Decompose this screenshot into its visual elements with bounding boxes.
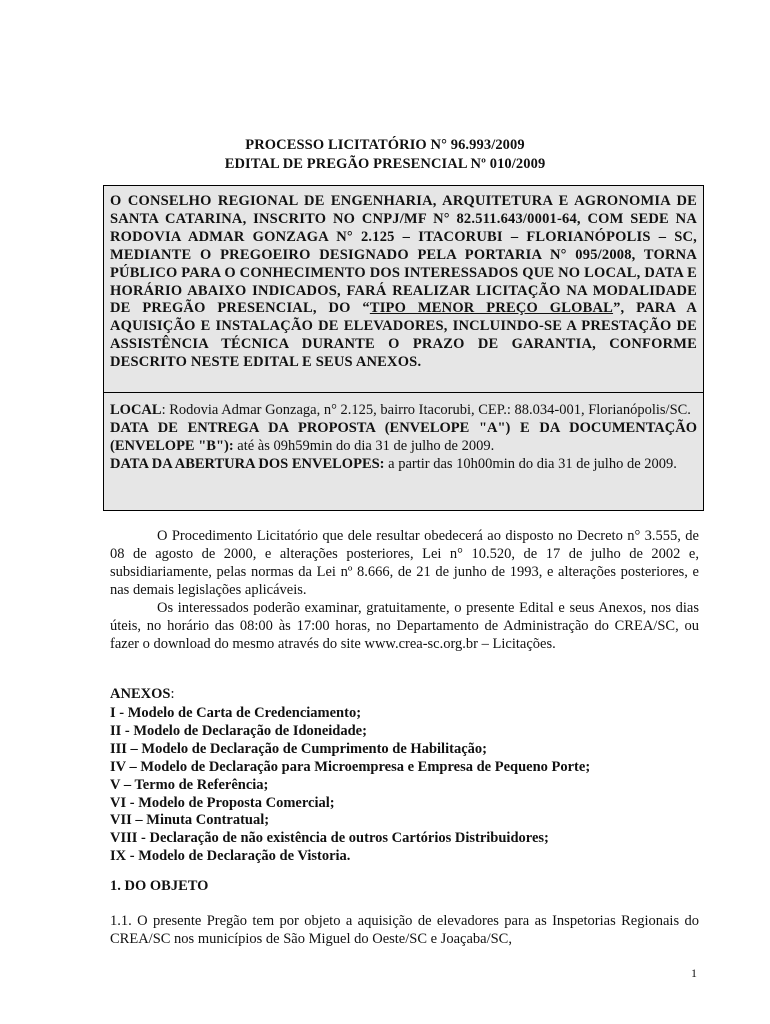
annex-item: IV – Modelo de Declaração para Microempresa e Empresa de Pequeno Porte;: [110, 758, 591, 775]
annex-item: III – Modelo de Declaração de Cumprimento de Habilitação;: [110, 740, 487, 757]
opening-date-label: DATA DA ABERTURA DOS ENVELOPES:: [110, 455, 385, 472]
object-paragraph: 1.1. O presente Pregão tem por objeto a aquisição de elevadores para as Inspetorias Regionais do CREA/SC nos municípios de São Miguel do Oeste/SC e Joaçaba/SC,: [110, 913, 699, 947]
local-label: LOCAL: [110, 402, 162, 418]
consultation-paragraph: Os interessados poderão examinar, gratuitamente, o presente Edital e seus Anexos, nos dias úteis, no horário das 08:00 às 17:00 horas, no Departamento de Administração do CREA/SC, ou fazer o download do mesmo através do site www.crea-sc.org.br – Licitações.: [110, 600, 699, 652]
section-heading: 1. DO OBJETO: [110, 878, 209, 894]
announcement-paragraph: [110, 193, 697, 372]
annex-item: V – Termo de Referência;: [110, 776, 269, 793]
page-number: 1: [691, 966, 697, 980]
edital-title: EDITAL DE PREGÃO PRESENCIAL Nº 010/2009: [224, 156, 546, 172]
announcement-text-end: ”, PARA A AQUISIÇÃO E INSTALAÇÃO DE ELEVADORES, INCLUINDO-SE A PRESTAÇÃO DE ASSISTÊNCIA TÉCNICA DURANTE O PRAZO DE GARANTIA, CONFORME DESCRITO NESTE EDITAL E SEUS ANEXOS.: [110, 300, 697, 371]
schedule-info: [110, 402, 697, 474]
annex-item: I - Modelo de Carta de Credenciamento;: [110, 705, 362, 721]
local-text: : Rodovia Admar Gonzaga, n° 2.125, bairro Itacorubi, CEP.: 88.034-001, Florianópolis/SC.: [161, 402, 691, 418]
legal-basis-paragraph: O Procedimento Licitatório que dele resultar obedecerá ao disposto no Decreto n° 3.555, de 08 de agosto de 2000, e alterações posteriores, Lei n° 10.520, de 17 de julho de 2002 e, subsidiariamente, pelas normas da Lei nº 8.666, de 21 de junho de 1993, e alterações posteriores, e nas demais legislações aplicáveis.: [110, 528, 699, 598]
price-type-underlined: TIPO MENOR PREÇO GLOBAL: [369, 300, 614, 317]
annex-item: II - Modelo de Declaração de Idoneidade;: [110, 722, 367, 739]
process-title: PROCESSO LICITATÓRIO N° 96.993/2009: [245, 137, 525, 153]
delivery-date-text: até às 09h59min do dia 31 de julho de 2009.: [233, 437, 495, 454]
annexes-heading: [110, 686, 174, 703]
annexes-list: [110, 705, 590, 866]
delivery-date-label: DATA DE ENTREGA DA PROPOSTA (ENVELOPE "A") E DA DOCUMENTAÇÃO (ENVELOPE "B"):: [110, 419, 697, 454]
annex-item: VI - Modelo de Proposta Comercial;: [110, 794, 335, 811]
annex-item: VIII - Declaração de não existência de outros Cartórios Distribuidores;: [110, 830, 549, 847]
announcement-text-start: O CONSELHO REGIONAL DE ENGENHARIA, ARQUITETURA E AGRONOMIA DE SANTA CATARINA, INSCRITO NO CNPJ/MF N° 82.511.643/0001-64, COM SEDE NA RODOVIA ADMAR GONZAGA N° 2.125 – ITACORUBI – FLORIANÓPOLIS – SC, MEDIANTE O PREGOEIRO DESIGNADO PELA PORTARIA N° 095/2008, TORNA PÚBLICO PARA O CONHECIMENTO DOS INTERESSADOS QUE NO LOCAL, DATA E HORÁRIO ABAIXO INDICADOS, FARÁ REALIZAR LICITAÇÃO NA MODALIDADE DE PREGÃO PRESENCIAL, DO “: [110, 193, 697, 317]
opening-date-text: a partir das 10h00min do dia 31 de julho de 2009.: [384, 455, 677, 472]
annexes-label: ANEXOS: [110, 686, 171, 702]
annex-item: VII – Minuta Contratual;: [110, 812, 270, 829]
annex-item: IX - Modelo de Declaração de Vistoria.: [110, 848, 351, 865]
annexes-colon: :: [170, 686, 175, 702]
box-divider: [104, 392, 703, 393]
summary-box: [103, 185, 704, 511]
